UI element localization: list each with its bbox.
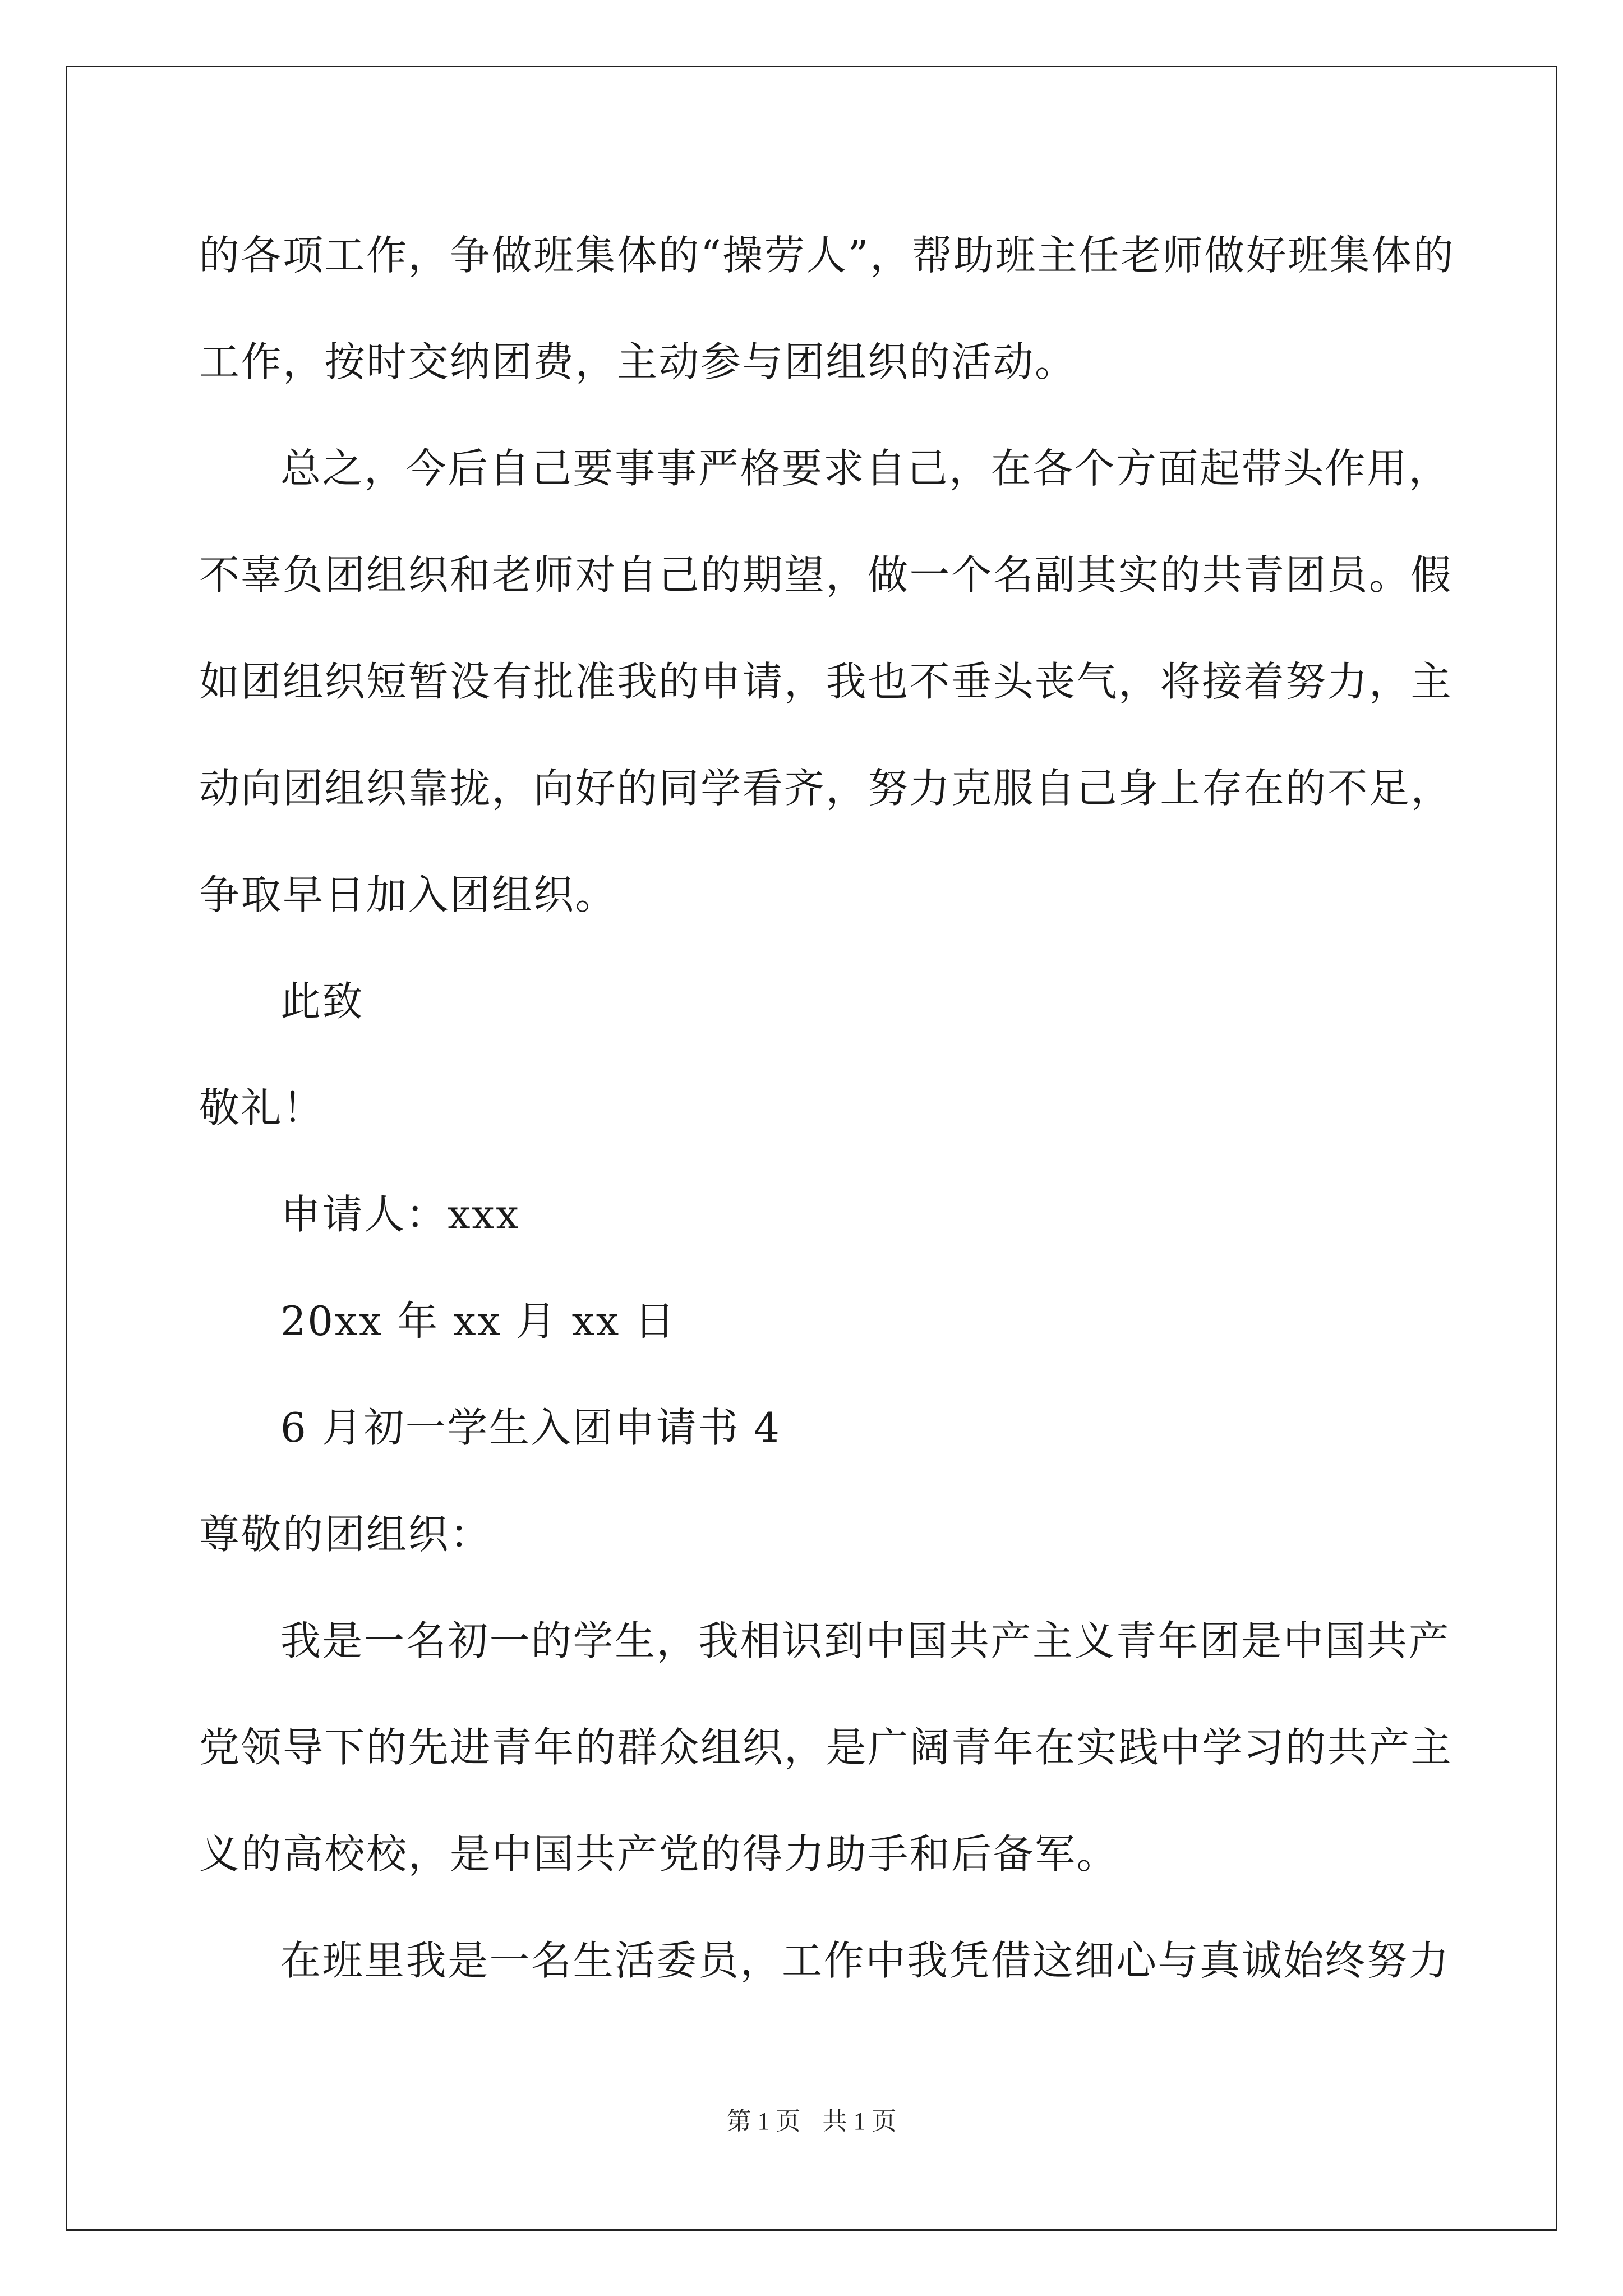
text-line: 工作，按时交纳团费，主动参与团组织的活动。	[199, 338, 1077, 385]
page-number: 第 1 页	[726, 2108, 801, 2135]
applicant-line: 申请人：xxx	[280, 1191, 520, 1238]
text-line: 的各项工作，争做班集体的“操劳人”，帮助班主任老师做好班集体的	[199, 232, 1455, 279]
page-total: 共 1 页	[822, 2108, 897, 2135]
date-line: 20xx 年 xx 月 xx 日	[280, 1297, 676, 1345]
closing-salutation: 此致	[280, 978, 365, 1025]
page-footer	[0, 2101, 1623, 2137]
text-line: 如团组织短暂没有批准我的申请，我也不垂头丧气，将接着努力，主	[199, 658, 1453, 705]
text-line: 党领导下的先进青年的群众组织，是广阔青年在实践中学习的共产主	[199, 1724, 1453, 1771]
closing-regards: 敬礼！	[199, 1084, 325, 1131]
text-line: 动向团组织靠拢，向好的同学看齐，努力克服自己身上存在的不足，	[199, 765, 1453, 812]
text-line: 不辜负团组织和老师对自己的期望，做一个名副其实的共青团员。假	[199, 551, 1453, 599]
paragraph-start: 总之，今后自己要事事严格要求自己，在各个方面起带头作用，	[280, 445, 1451, 492]
text-line: 义的高校校，是中国共产党的得力助手和后备军。	[199, 1830, 1119, 1878]
greeting-line: 尊敬的团组织：	[199, 1511, 492, 1558]
paragraph-start: 在班里我是一名生活委员，工作中我凭借这细心与真诚始终努力	[280, 1937, 1451, 1984]
section-title: 6 月初一学生入团申请书 4	[280, 1404, 781, 1451]
text-line: 争取早日加入团组织。	[199, 871, 617, 918]
document-body	[199, 202, 1455, 2014]
paragraph-start: 我是一名初一的学生，我相识到中国共产主义青年团是中国共产	[280, 1617, 1451, 1664]
